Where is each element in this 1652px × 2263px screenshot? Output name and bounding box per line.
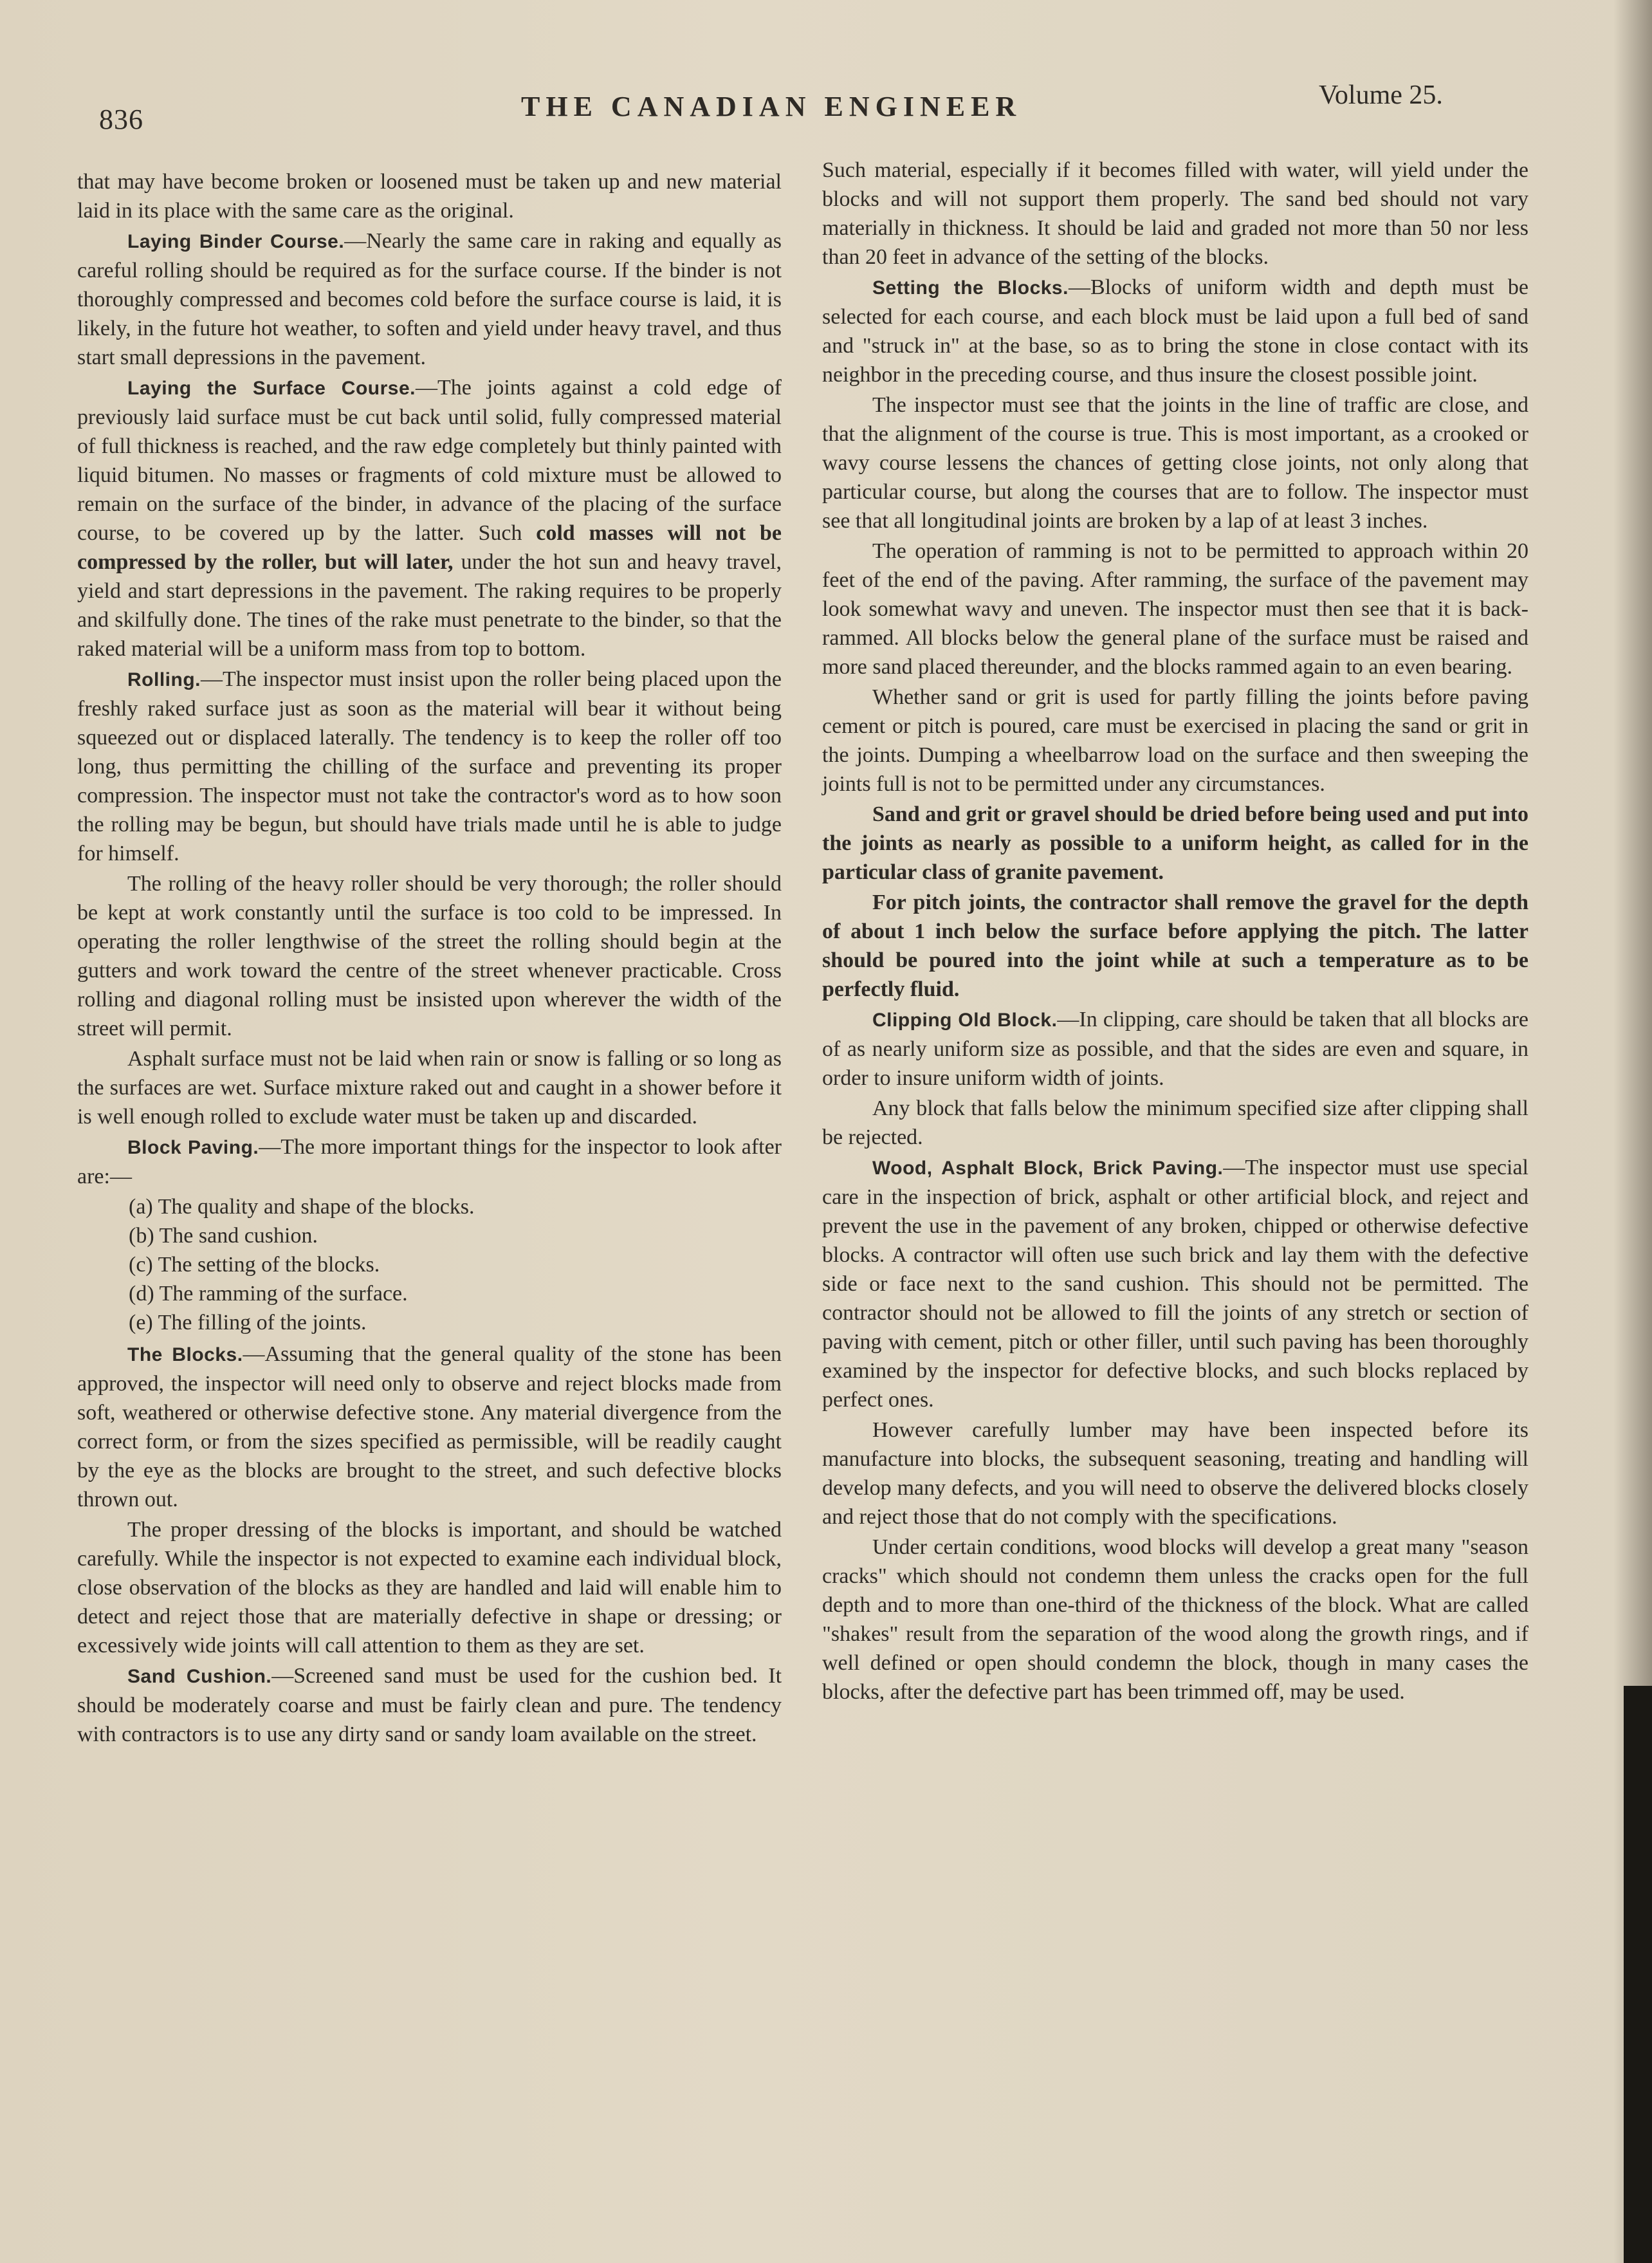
paragraph: However carefully lumber may have been inspected before its manufacture into blocks, the subsequent seasoning, treating and handling will develop many defects, and you will need to observe the delivered blocks closely and reject those that do not comply with the specifications. <box>822 1418 1528 1529</box>
section-heading: Wood, Asphalt Block, Brick Paving. <box>872 1158 1224 1179</box>
list-item: (b) The sand cushion. <box>129 1224 318 1248</box>
inspection-list <box>77 1192 782 1337</box>
list-item: (c) The setting of the blocks. <box>129 1253 380 1277</box>
paragraph-text: —Assuming that the general quality of the stone has been approved, the inspector will need only to observe and reject blocks made from soft, weathered or otherwise defective stone. Any material divergence from the correct form, or from the sizes specified as permissible, will be readily caught by the eye as the blocks are brought to the street, and such defective blocks thrown out. <box>77 1342 782 1511</box>
list-item: (e) The filling of the joints. <box>129 1311 367 1335</box>
paragraph: Any block that falls below the minimum specified size after clipping shall be rejected. <box>822 1096 1528 1149</box>
paragraph-text: —Blocks of uniform width and depth must be selected for each course, and each block must be laid upon a full bed of sand and "struck in" at the base, so as to bring the stone in close contact with its neighbor in the preceding course, and thus insure the closest possible joint. <box>822 275 1528 387</box>
paragraph-text: —Nearly the same care in raking and equally as careful rolling should be required as for the surface course. If the binder is not thoroughly compressed and becomes cold before the surface course is laid, it is likely, in the future hot weather, to soften and yield under heavy travel, and thus start small depressions in the pavement. <box>77 229 782 369</box>
section-wood-asphalt-brick <box>822 1153 1528 1414</box>
left-column <box>77 167 782 1750</box>
paragraph: For pitch joints, the contractor shall remove the gravel for the depth of about 1 inch below the surface before applying the pitch. The latter should be poured into the joint while at such a temperature as to be perfectly fluid. <box>822 891 1528 1001</box>
section-rolling <box>77 665 782 868</box>
running-header <box>84 77 1473 135</box>
paragraph-text: —Screened sand must be used for the cushion bed. It should be moderately coarse and must be fairly clean and pure. The tendency with contractors is to use any dirty sand or sandy loam available on the street. <box>77 1664 782 1746</box>
section-heading: Block Paving. <box>127 1137 259 1158</box>
paragraph: The proper dressing of the blocks is important, and should be watched carefully. While the inspector is not expected to examine each individual block, close observation of the blocks as they are handled and laid will enable him to detect and reject those that are materially defective in shape or dressing; or excessively wide joints will call attention to them as they are set. <box>77 1518 782 1658</box>
paragraph: Such material, especially if it becomes filled with water, will yield under the blocks and will not support them properly. The sand bed should not vary materially in thickness. It should be laid and graded not more than 50 nor less than 20 feet in advance of the setting of the blocks. <box>822 158 1528 269</box>
list-item: (a) The quality and shape of the blocks. <box>129 1195 475 1219</box>
section-heading: Sand Cushion. <box>127 1666 272 1687</box>
volume-label: Volume 25. <box>1319 80 1443 110</box>
paragraph: Asphalt surface must not be laid when rain or snow is falling or so long as the surfaces are wet. Surface mixture raked out and caught in a shower before it is well enough rolled to exclude water must be taken up and discarded. <box>77 1047 782 1129</box>
paragraph: The rolling of the heavy roller should be very thorough; the roller should be kept at work constantly until the surface is too cold to be impressed. In operating the roller lengthwise of the street the rolling should begin at the gutters and work toward the centre of the street whenever practicable. Cross rolling and diagonal rolling must be insisted upon wherever the width of the street will permit. <box>77 872 782 1040</box>
section-heading: Laying the Surface Course. <box>127 378 416 399</box>
section-laying-surface <box>77 373 782 663</box>
paragraph-text: —The joints against a cold edge of previously laid surface must be cut back until solid, fully compressed material of full thickness is reached, and the raw edge completely but thinly painted with liquid bitumen. No masses or fragments of cold mixture must be allowed to remain on the surface of the binder, in advance of the placing of the surface course, to be covered up by the latter. Such <box>77 376 782 545</box>
section-laying-binder <box>77 226 782 372</box>
binding-edge <box>1624 1686 1652 2263</box>
right-column <box>822 156 1528 1708</box>
section-heading: Clipping Old Block. <box>872 1010 1058 1031</box>
paragraph-bold-run: cold masses will not be compressed by the roller, but will later, <box>77 521 782 574</box>
paragraph: The inspector must see that the joints in the line of traffic are close, and that the alignment of the course is true. This is most important, as a crooked or wavy course lessens the chances of getting close joints, not only along that particular course, but along the courses that are to follow. The inspector must see that all longitudinal joints are broken by a lap of at least 3 inches. <box>822 393 1528 533</box>
page-number: 836 <box>99 104 143 135</box>
paragraph-text: —The inspector must insist upon the roller being placed upon the freshly raked surface just as soon as the material will bear it without being squeezed out or displaced laterally. The tendency is to keep the roller off too long, thus permitting the chilling of the surface and preventing its proper compression. The inspector must not take the contractor's word as to how soon the rolling may be begun, but should have trials made until he is able to judge for himself. <box>77 667 782 865</box>
paragraph-text: —The inspector must use special care in the inspection of brick, asphalt or other artificial block, and reject and prevent the use in the pavement of any broken, chipped or otherwise defective blocks. A contractor will often use such brick and lay them with the defective side or face next to the sand cushion. This should not be permitted. The contractor should not be allowed to fill the joints of any stretch or section of paving with cement, pitch or other filler, until such paving has been thoroughly examined by the inspector for defective blocks, and such blocks replaced by perfect ones. <box>822 1156 1528 1412</box>
paragraph: Under certain conditions, wood blocks will develop a great many "season cracks" which should not condemn them unless the cracks open for the full depth and to more than one-third of the thickness of the block. What are called "shakes" result from the separation of the wood along the growth rings, and if well defined or open should condemn the block, though in many cases the blocks, after the defective part has been trimmed off, may be used. <box>822 1535 1528 1704</box>
section-heading: The Blocks. <box>127 1344 243 1365</box>
paragraph-text: —The more important things for the inspector to look after are:— <box>77 1135 782 1188</box>
section-the-blocks <box>77 1340 782 1514</box>
list-item: (d) The ramming of the surface. <box>129 1282 408 1306</box>
paragraph: Whether sand or grit is used for partly filling the joints before paving cement or pitch is poured, care must be exercised in placing the sand or grit in the joints. Dumping a wheelbarrow load on the surface and then sweeping the joints full is not to be permitted under any circumstances. <box>822 685 1528 796</box>
paragraph-text: under the hot sun and heavy travel, yield and start depressions in the pavement. The raking requires to be properly and skilfully done. The tines of the rake must penetrate to the binder, so that the raked material will be a uniform mass from top to bottom. <box>77 550 782 661</box>
section-clipping <box>822 1005 1528 1093</box>
paragraph: Sand and grit or gravel should be dried before being used and put into the joints as nearly as possible to a uniform height, as called for in the particular class of granite pavement. <box>822 802 1528 884</box>
section-heading: Rolling. <box>127 669 201 690</box>
section-setting-blocks <box>822 273 1528 389</box>
paragraph: that may have become broken or loosened must be taken up and new material laid in its place with the same care as the original. <box>77 170 782 223</box>
paragraph-text: —In clipping, care should be taken that all blocks are of as nearly uniform size as possible, and that the sides are even and square, in order to insure uniform width of joints. <box>822 1008 1529 1090</box>
section-heading: Setting the Blocks. <box>872 277 1069 299</box>
section-sand-cushion <box>77 1661 782 1749</box>
section-block-paving <box>77 1132 782 1191</box>
paragraph: The operation of ramming is not to be permitted to approach within 20 feet of the end of the paving. After ramming, the surface of the pavement may look somewhat wavy and uneven. The inspector must then see that it is back-rammed. All blocks below the general plane of the surface must be raised and more sand placed thereunder, and the blocks rammed again to an even bearing. <box>822 539 1528 679</box>
section-heading: Laying Binder Course. <box>127 231 345 252</box>
journal-title: THE CANADIAN ENGINEER <box>521 91 1022 122</box>
